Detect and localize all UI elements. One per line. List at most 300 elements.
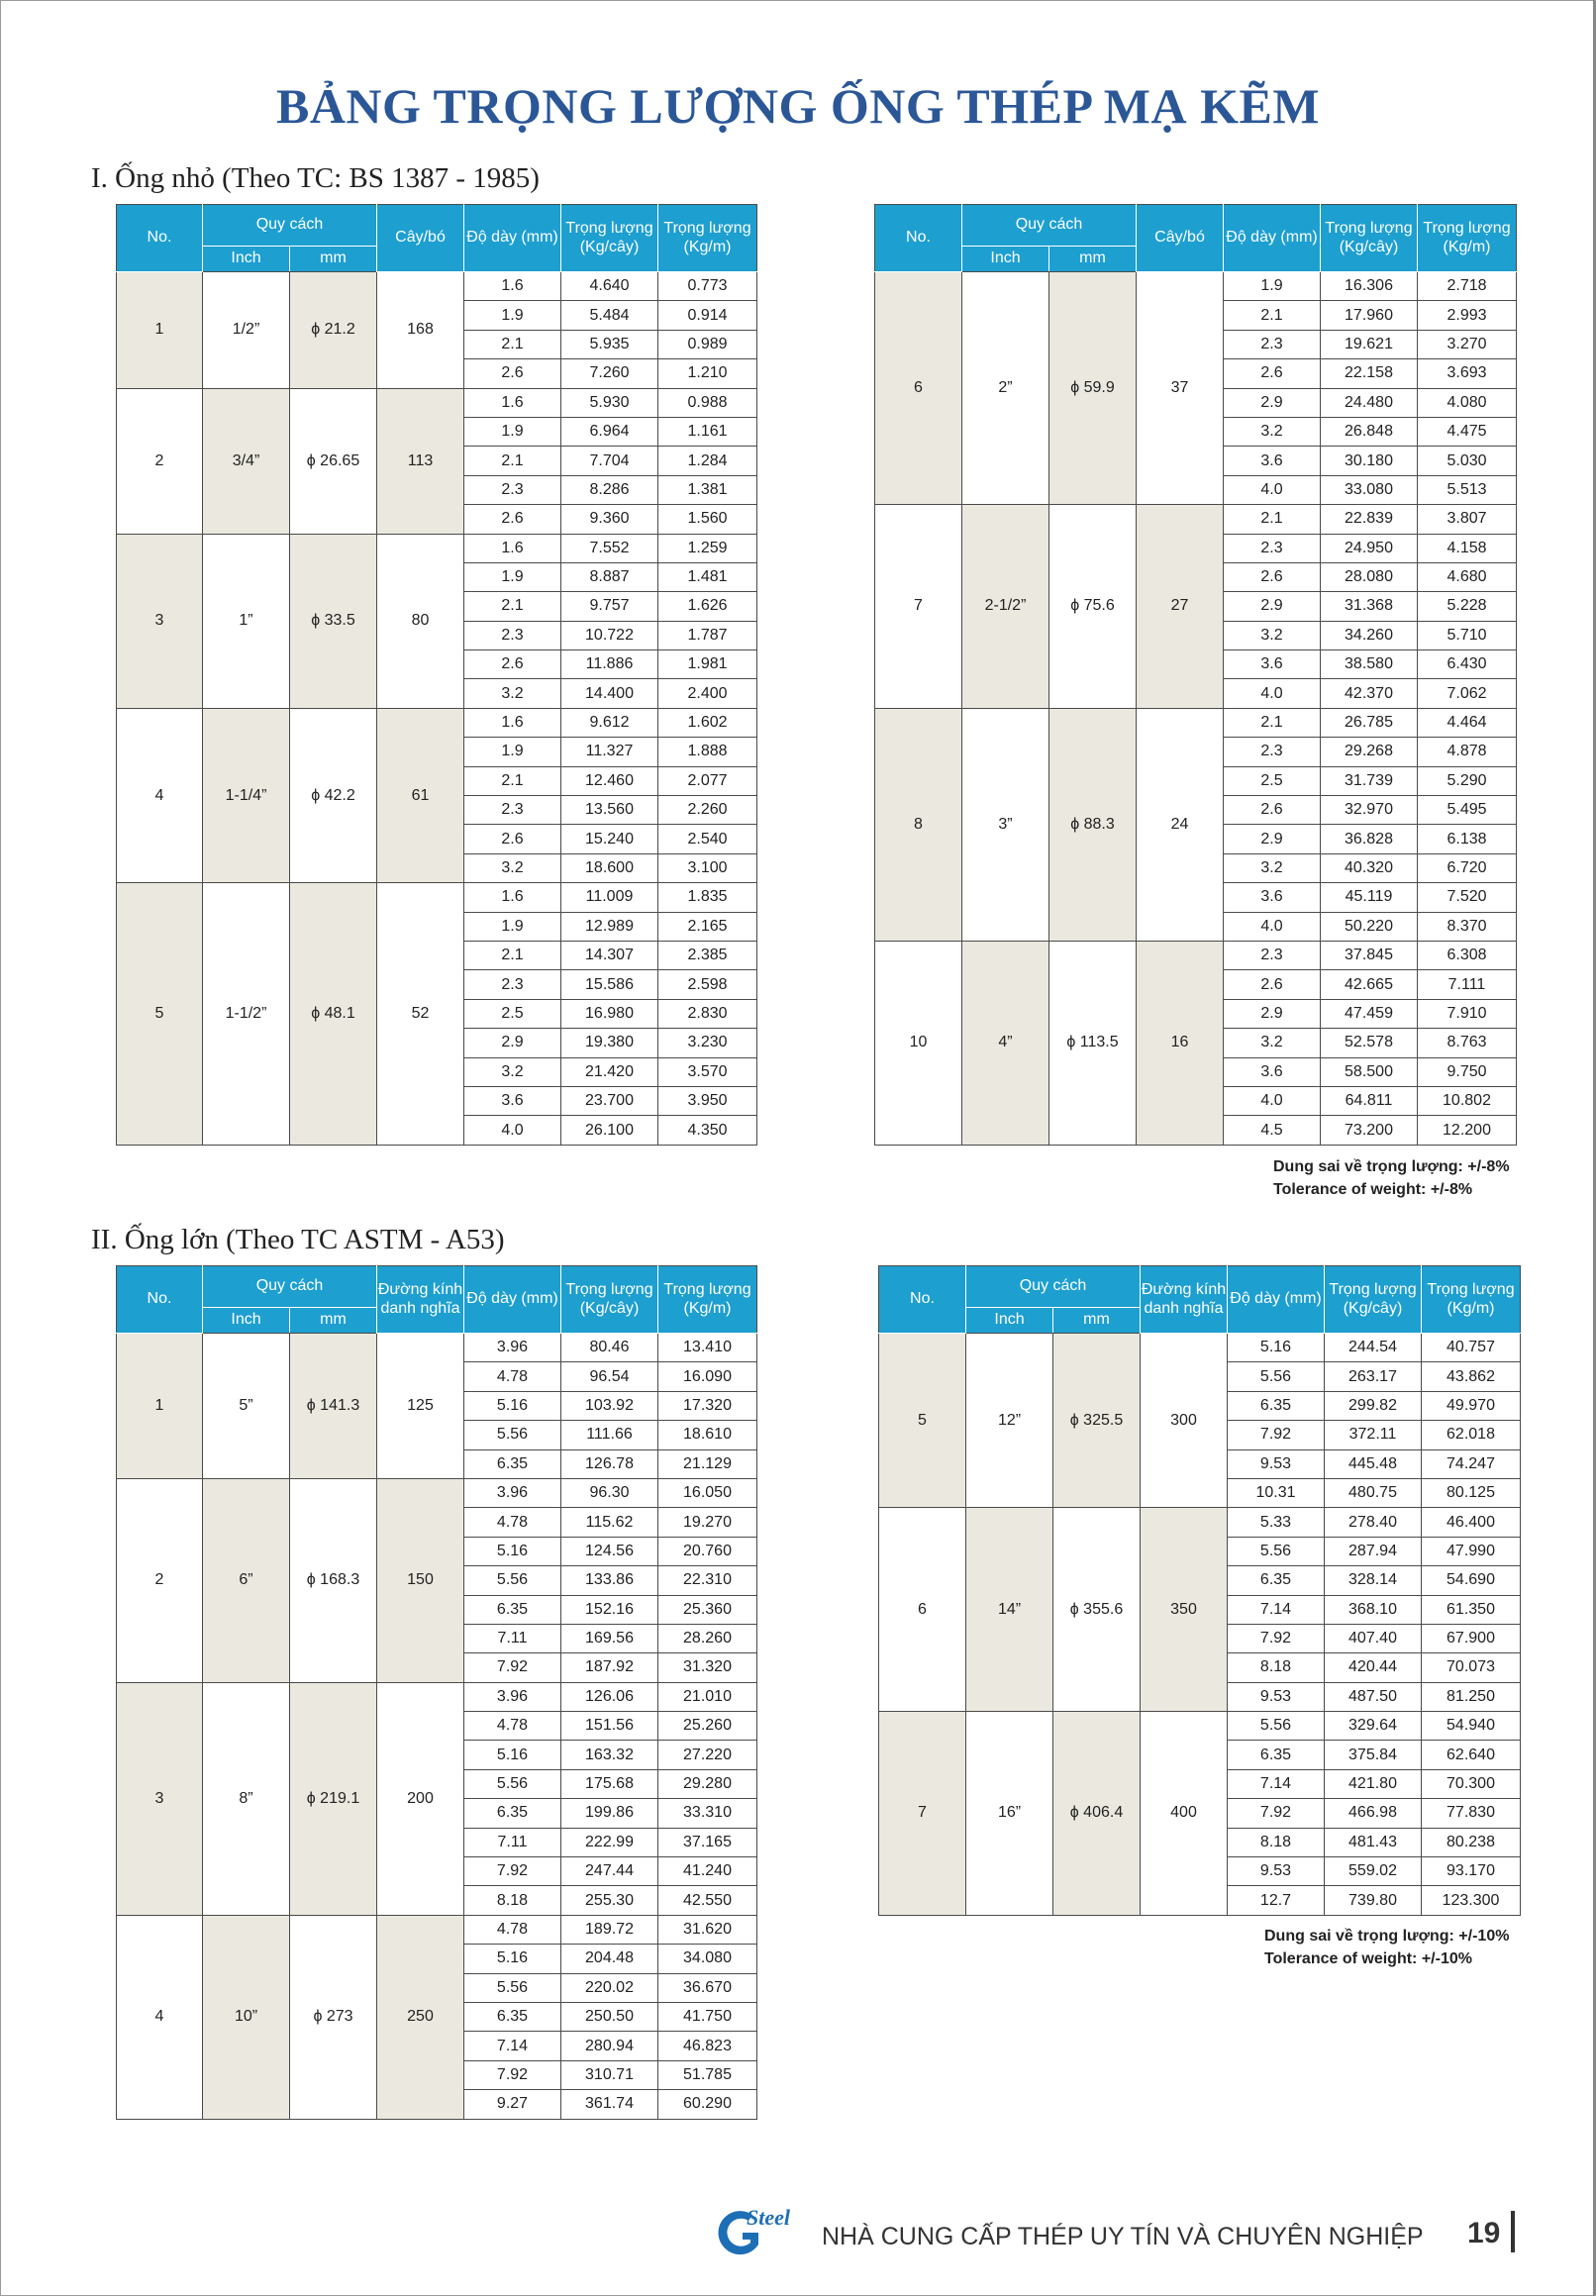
cell-weight-bar: 14.400 — [561, 679, 658, 708]
tolerance-vi: Dung sai về trọng lượng: +/-8% — [1273, 1158, 1510, 1175]
cell-thickness: 2.9 — [1224, 825, 1321, 853]
cell-thickness: 3.2 — [464, 853, 561, 882]
cell-weight-bar: 187.92 — [561, 1653, 658, 1682]
table-row — [879, 1508, 1521, 1537]
table-row — [117, 272, 757, 301]
cell-thickness: 1.9 — [1224, 272, 1321, 301]
cell-thickness: 2.1 — [464, 766, 561, 795]
cell-weight-bar: 14.307 — [561, 941, 658, 969]
table-row — [875, 708, 1517, 737]
cell-weight-m: 46.400 — [1422, 1508, 1521, 1537]
cell-inch: 12” — [966, 1334, 1053, 1508]
cell-thickness: 3.2 — [1224, 1029, 1321, 1057]
header-col4: Đường kính danh nghĩa — [377, 1266, 464, 1334]
cell-weight-bar: 466.98 — [1325, 1799, 1422, 1828]
cell-weight-bar: 255.30 — [561, 1886, 658, 1915]
header-inch: Inch — [962, 247, 1049, 272]
cell-thickness: 2.1 — [464, 941, 561, 969]
table-row — [117, 1682, 757, 1711]
cell-weight-m: 0.989 — [658, 330, 757, 358]
cell-weight-bar: 204.48 — [561, 1945, 658, 1973]
cell-thickness: 2.1 — [464, 447, 561, 475]
cell-weight-m: 17.320 — [658, 1391, 757, 1420]
cell-thickness: 2.1 — [464, 330, 561, 358]
cell-thickness: 6.35 — [1228, 1391, 1325, 1420]
cell-weight-m: 62.640 — [1422, 1741, 1521, 1769]
cell-weight-bar: 32.970 — [1321, 796, 1418, 825]
cell-thickness: 3.6 — [1224, 650, 1321, 679]
cell-weight-m: 21.010 — [658, 1682, 757, 1711]
cell-thickness: 2.1 — [464, 592, 561, 621]
cell-thickness: 4.78 — [464, 1508, 561, 1537]
cell-weight-bar: 407.40 — [1325, 1624, 1422, 1652]
cell-thickness: 8.18 — [464, 1886, 561, 1915]
cell-weight-bar: 24.950 — [1321, 534, 1418, 562]
table-large-pipes-left — [116, 1265, 757, 2120]
cell-weight-bar: 189.72 — [561, 1915, 658, 1944]
cell-no: 8 — [875, 708, 962, 941]
cell-weight-bar: 26.100 — [561, 1116, 658, 1145]
table-row — [879, 1712, 1521, 1741]
cell-thickness: 3.2 — [1224, 853, 1321, 882]
cell-weight-bar: 263.17 — [1325, 1362, 1422, 1391]
header-thickness: Độ dày (mm) — [464, 1266, 561, 1334]
cell-weight-m: 1.161 — [658, 417, 757, 446]
cell-weight-bar: 31.739 — [1321, 766, 1418, 795]
cell-weight-m: 3.230 — [658, 1029, 757, 1057]
cell-weight-m: 29.280 — [658, 1769, 757, 1798]
cell-weight-m: 2.993 — [1418, 301, 1517, 330]
cell-weight-m: 5.513 — [1418, 475, 1517, 504]
cell-mm: ϕ 26.65 — [290, 388, 377, 534]
cell-mm: ϕ 219.1 — [290, 1682, 377, 1915]
cell-weight-bar: 37.845 — [1321, 941, 1418, 969]
table-row — [875, 272, 1517, 301]
cell-thickness: 7.92 — [464, 1653, 561, 1682]
cell-weight-m: 6.430 — [1418, 650, 1517, 679]
cell-thickness: 4.0 — [1224, 912, 1321, 941]
header-mm: mm — [1053, 1308, 1141, 1334]
cell-col4: 52 — [377, 883, 464, 1146]
cell-weight-bar: 18.600 — [561, 853, 658, 882]
cell-no: 10 — [875, 941, 962, 1145]
cell-thickness: 2.3 — [464, 621, 561, 649]
cell-thickness: 6.35 — [1228, 1741, 1325, 1769]
header-no: No. — [879, 1266, 966, 1334]
cell-thickness: 5.56 — [1228, 1362, 1325, 1391]
cell-thickness: 2.5 — [1224, 766, 1321, 795]
cell-thickness: 1.6 — [464, 883, 561, 912]
cell-thickness: 4.0 — [1224, 679, 1321, 708]
cell-weight-m: 81.250 — [1422, 1682, 1521, 1711]
cell-weight-bar: 12.460 — [561, 766, 658, 795]
footer-tagline: NHÀ CUNG CẤP THÉP UY TÍN VÀ CHUYÊN NGHIỆP — [822, 2223, 1424, 2250]
cell-thickness: 7.92 — [1228, 1421, 1325, 1449]
cell-thickness: 2.3 — [1224, 330, 1321, 358]
cell-thickness: 1.9 — [464, 912, 561, 941]
tolerance-note-section2 — [1264, 1925, 1509, 1970]
cell-weight-bar: 26.785 — [1321, 708, 1418, 737]
cell-weight-m: 0.988 — [658, 388, 757, 417]
cell-weight-bar: 36.828 — [1321, 825, 1418, 853]
cell-mm: ϕ 325.5 — [1053, 1334, 1141, 1508]
cell-weight-m: 80.238 — [1422, 1828, 1521, 1856]
header-col4: Đường kính danh nghĩa — [1141, 1266, 1228, 1334]
cell-weight-bar: 244.54 — [1325, 1334, 1422, 1362]
cell-col4: 113 — [377, 388, 464, 534]
cell-weight-bar: 480.75 — [1325, 1478, 1422, 1507]
cell-weight-m: 6.308 — [1418, 941, 1517, 969]
table-row — [117, 534, 757, 562]
cell-weight-bar: 11.327 — [561, 738, 658, 766]
cell-thickness: 2.9 — [464, 1029, 561, 1057]
cell-thickness: 2.3 — [464, 475, 561, 504]
cell-thickness: 9.27 — [464, 2090, 561, 2119]
cell-weight-m: 5.290 — [1418, 766, 1517, 795]
cell-weight-m: 74.247 — [1422, 1449, 1521, 1478]
cell-thickness: 9.53 — [1228, 1682, 1325, 1711]
cell-weight-bar: 28.080 — [1321, 562, 1418, 591]
cell-weight-bar: 124.56 — [561, 1537, 658, 1565]
cell-weight-bar: 481.43 — [1325, 1828, 1422, 1856]
cell-thickness: 3.6 — [1224, 883, 1321, 912]
cell-weight-m: 28.260 — [658, 1624, 757, 1652]
cell-weight-m: 7.520 — [1418, 883, 1517, 912]
cell-mm: ϕ 48.1 — [290, 883, 377, 1146]
cell-weight-bar: 50.220 — [1321, 912, 1418, 941]
cell-weight-m: 6.720 — [1418, 853, 1517, 882]
section1-title: I. Ống nhỏ (Theo TC: BS 1387 - 1985) — [91, 162, 540, 194]
cell-weight-m: 51.785 — [658, 2060, 757, 2089]
cell-thickness: 3.6 — [1224, 1057, 1321, 1086]
header-quy-cach: Quy cách — [203, 1266, 377, 1308]
cell-mm: ϕ 59.9 — [1049, 272, 1137, 505]
header-weight-m: Trọng lượng (Kg/m) — [1422, 1266, 1521, 1334]
cell-weight-m: 80.125 — [1422, 1478, 1521, 1507]
cell-weight-m: 0.773 — [658, 272, 757, 301]
cell-thickness: 3.96 — [464, 1334, 561, 1362]
cell-weight-m: 1.381 — [658, 475, 757, 504]
cell-weight-bar: 126.78 — [561, 1449, 658, 1478]
cell-inch: 16” — [966, 1712, 1053, 1916]
cell-weight-bar: 17.960 — [1321, 301, 1418, 330]
cell-no: 1 — [117, 1334, 203, 1479]
cell-no: 1 — [117, 272, 203, 389]
cell-weight-m: 2.385 — [658, 941, 757, 969]
cell-weight-bar: 64.811 — [1321, 1086, 1418, 1115]
cell-thickness: 2.1 — [1224, 708, 1321, 737]
cell-weight-bar: 15.586 — [561, 970, 658, 999]
cell-no: 3 — [117, 1682, 203, 1915]
cell-weight-m: 7.910 — [1418, 999, 1517, 1028]
cell-weight-bar: 328.14 — [1325, 1566, 1422, 1595]
cell-no: 5 — [879, 1334, 966, 1508]
table-row — [117, 1915, 757, 1944]
cell-weight-m: 67.900 — [1422, 1624, 1521, 1652]
header-inch: Inch — [966, 1308, 1053, 1334]
cell-thickness: 2.5 — [464, 999, 561, 1028]
cell-weight-bar: 445.48 — [1325, 1449, 1422, 1478]
table-row — [117, 1478, 757, 1507]
cell-weight-bar: 559.02 — [1325, 1857, 1422, 1886]
cell-mm: ϕ 355.6 — [1053, 1508, 1141, 1712]
cell-weight-bar: 21.420 — [561, 1057, 658, 1086]
cell-weight-bar: 487.50 — [1325, 1682, 1422, 1711]
cell-weight-m: 3.100 — [658, 853, 757, 882]
cell-thickness: 2.9 — [1224, 388, 1321, 417]
header-weight-m: Trọng lượng (Kg/m) — [658, 205, 757, 272]
cell-weight-m: 2.830 — [658, 999, 757, 1028]
cell-weight-m: 4.878 — [1418, 738, 1517, 766]
cell-thickness: 4.5 — [1224, 1116, 1321, 1145]
cell-weight-m: 2.598 — [658, 970, 757, 999]
cell-weight-m: 40.757 — [1422, 1334, 1521, 1362]
cell-thickness: 7.92 — [464, 1857, 561, 1886]
cell-weight-m: 54.690 — [1422, 1566, 1521, 1595]
cell-weight-m: 25.360 — [658, 1595, 757, 1624]
cell-weight-bar: 5.484 — [561, 301, 658, 330]
header-mm: mm — [290, 247, 377, 272]
cell-weight-bar: 103.92 — [561, 1391, 658, 1420]
header-weight-bar: Trọng lượng (Kg/cây) — [1325, 1266, 1422, 1334]
cell-weight-bar: 26.848 — [1321, 417, 1418, 446]
cell-weight-m: 4.350 — [658, 1116, 757, 1145]
cell-thickness: 6.35 — [464, 1449, 561, 1478]
cell-weight-bar: 280.94 — [561, 2032, 658, 2060]
cell-weight-bar: 7.260 — [561, 359, 658, 388]
page-number-bar — [1511, 2211, 1515, 2252]
table-row — [117, 883, 757, 912]
cell-weight-m: 70.300 — [1422, 1769, 1521, 1798]
table-row — [117, 708, 757, 737]
cell-weight-m: 3.950 — [658, 1086, 757, 1115]
cell-weight-bar: 278.40 — [1325, 1508, 1422, 1537]
cell-weight-bar: 29.268 — [1321, 738, 1418, 766]
cell-weight-bar: 58.500 — [1321, 1057, 1418, 1086]
cell-weight-bar: 8.286 — [561, 475, 658, 504]
header-quy-cach: Quy cách — [203, 205, 377, 247]
cell-weight-m: 8.763 — [1418, 1029, 1517, 1057]
cell-weight-bar: 22.839 — [1321, 505, 1418, 534]
cell-thickness: 8.18 — [1228, 1653, 1325, 1682]
cell-weight-m: 123.300 — [1422, 1886, 1521, 1915]
cell-weight-m: 2.260 — [658, 796, 757, 825]
table-row — [117, 388, 757, 417]
cell-weight-bar: 38.580 — [1321, 650, 1418, 679]
cell-weight-bar: 9.360 — [561, 505, 658, 534]
cell-weight-bar: 33.080 — [1321, 475, 1418, 504]
cell-thickness: 5.56 — [464, 1769, 561, 1798]
cell-col4: 250 — [377, 1915, 464, 2119]
cell-thickness: 5.33 — [1228, 1508, 1325, 1537]
cell-weight-m: 4.158 — [1418, 534, 1517, 562]
cell-thickness: 2.3 — [464, 796, 561, 825]
cell-inch: 2” — [962, 272, 1049, 505]
cell-weight-m: 7.111 — [1418, 970, 1517, 999]
cell-thickness: 7.92 — [1228, 1624, 1325, 1652]
cell-thickness: 1.9 — [464, 562, 561, 591]
cell-thickness: 6.35 — [464, 2002, 561, 2031]
header-col4: Cây/bó — [377, 205, 464, 272]
cell-weight-m: 25.260 — [658, 1712, 757, 1741]
cell-thickness: 5.56 — [464, 1421, 561, 1449]
cell-weight-bar: 5.930 — [561, 388, 658, 417]
cell-weight-m: 5.030 — [1418, 447, 1517, 475]
cell-weight-bar: 151.56 — [561, 1712, 658, 1741]
cell-weight-bar: 12.989 — [561, 912, 658, 941]
cell-thickness: 2.9 — [1224, 999, 1321, 1028]
cell-mm: ϕ 42.2 — [290, 708, 377, 882]
cell-weight-bar: 247.44 — [561, 1857, 658, 1886]
header-inch: Inch — [203, 247, 290, 272]
cell-weight-m: 2.165 — [658, 912, 757, 941]
cell-weight-m: 37.165 — [658, 1828, 757, 1856]
cell-thickness: 5.16 — [464, 1391, 561, 1420]
cell-weight-bar: 7.704 — [561, 447, 658, 475]
cell-thickness: 5.16 — [1228, 1334, 1325, 1362]
cell-col4: 16 — [1137, 941, 1224, 1145]
cell-weight-bar: 111.66 — [561, 1421, 658, 1449]
cell-weight-m: 0.914 — [658, 301, 757, 330]
cell-weight-bar: 23.700 — [561, 1086, 658, 1115]
cell-thickness: 2.1 — [1224, 505, 1321, 534]
cell-weight-m: 70.073 — [1422, 1653, 1521, 1682]
cell-weight-bar: 739.80 — [1325, 1886, 1422, 1915]
cell-weight-bar: 299.82 — [1325, 1391, 1422, 1420]
cell-thickness: 5.56 — [1228, 1537, 1325, 1565]
cell-weight-bar: 31.368 — [1321, 592, 1418, 621]
header-thickness: Độ dày (mm) — [464, 205, 561, 272]
header-mm: mm — [1049, 247, 1137, 272]
cell-weight-m: 12.200 — [1418, 1116, 1517, 1145]
cell-weight-m: 6.138 — [1418, 825, 1517, 853]
tolerance-note-section1 — [1273, 1155, 1510, 1201]
cell-thickness: 4.78 — [464, 1915, 561, 1944]
cell-weight-m: 27.220 — [658, 1741, 757, 1769]
cell-weight-m: 1.626 — [658, 592, 757, 621]
cell-weight-bar: 420.44 — [1325, 1653, 1422, 1682]
cell-weight-bar: 45.119 — [1321, 883, 1418, 912]
tolerance-vi: Dung sai về trọng lượng: +/-10% — [1264, 1928, 1510, 1945]
cell-thickness: 2.6 — [1224, 562, 1321, 591]
cell-weight-m: 10.802 — [1418, 1086, 1517, 1115]
cell-inch: 8” — [203, 1682, 290, 1915]
cell-thickness: 2.6 — [464, 825, 561, 853]
cell-weight-m: 3.270 — [1418, 330, 1517, 358]
cell-weight-bar: 16.306 — [1321, 272, 1418, 301]
cell-weight-m: 16.050 — [658, 1478, 757, 1507]
cell-weight-m: 7.062 — [1418, 679, 1517, 708]
cell-no: 6 — [879, 1508, 966, 1712]
cell-no: 5 — [117, 883, 203, 1146]
cell-weight-bar: 421.80 — [1325, 1769, 1422, 1798]
cell-weight-bar: 4.640 — [561, 272, 658, 301]
cell-col4: 37 — [1137, 272, 1224, 505]
cell-weight-bar: 30.180 — [1321, 447, 1418, 475]
cell-weight-m: 13.410 — [658, 1334, 757, 1362]
cell-inch: 4” — [962, 941, 1049, 1145]
cell-weight-m: 4.080 — [1418, 388, 1517, 417]
cell-thickness: 7.14 — [464, 2032, 561, 2060]
cell-weight-m: 46.823 — [658, 2032, 757, 2060]
cell-weight-bar: 9.612 — [561, 708, 658, 737]
cell-thickness: 2.3 — [1224, 534, 1321, 562]
cell-thickness: 1.9 — [464, 738, 561, 766]
cell-inch: 14” — [966, 1508, 1053, 1712]
cell-thickness: 4.0 — [1224, 1086, 1321, 1115]
footer — [713, 2203, 1525, 2262]
cell-weight-m: 1.481 — [658, 562, 757, 591]
cell-no: 3 — [117, 534, 203, 708]
cell-weight-bar: 222.99 — [561, 1828, 658, 1856]
cell-col4: 200 — [377, 1682, 464, 1915]
cell-inch: 1-1/2” — [203, 883, 290, 1146]
cell-weight-m: 49.970 — [1422, 1391, 1521, 1420]
cell-weight-m: 5.228 — [1418, 592, 1517, 621]
header-col4: Cây/bó — [1137, 205, 1224, 272]
cell-weight-m: 3.807 — [1418, 505, 1517, 534]
cell-thickness: 3.96 — [464, 1682, 561, 1711]
cell-weight-m: 18.610 — [658, 1421, 757, 1449]
header-no: No. — [875, 205, 962, 272]
cell-thickness: 2.3 — [1224, 941, 1321, 969]
cell-thickness: 1.6 — [464, 272, 561, 301]
cell-weight-bar: 96.54 — [561, 1362, 658, 1391]
cell-inch: 5” — [203, 1334, 290, 1479]
cell-weight-m: 62.018 — [1422, 1421, 1521, 1449]
cell-thickness: 1.9 — [464, 301, 561, 330]
cell-weight-m: 3.693 — [1418, 359, 1517, 388]
tolerance-en: Tolerance of weight: +/-8% — [1273, 1181, 1473, 1198]
cell-thickness: 1.6 — [464, 388, 561, 417]
cell-weight-m: 4.680 — [1418, 562, 1517, 591]
table-small-pipes-left — [116, 204, 757, 1146]
cell-weight-m: 4.475 — [1418, 417, 1517, 446]
cell-col4: 300 — [1141, 1334, 1228, 1508]
header-quy-cach: Quy cách — [962, 205, 1137, 247]
cell-weight-m: 41.240 — [658, 1857, 757, 1886]
cell-weight-m: 22.310 — [658, 1566, 757, 1595]
cell-mm: ϕ 113.5 — [1049, 941, 1137, 1145]
header-inch: Inch — [203, 1308, 290, 1334]
cell-weight-bar: 6.964 — [561, 417, 658, 446]
cell-thickness: 9.53 — [1228, 1857, 1325, 1886]
cell-inch: 1/2” — [203, 272, 290, 389]
table-row — [875, 941, 1517, 969]
cell-thickness: 2.6 — [1224, 796, 1321, 825]
cell-weight-m: 61.350 — [1422, 1595, 1521, 1624]
cell-weight-bar: 169.56 — [561, 1624, 658, 1652]
cell-thickness: 1.6 — [464, 534, 561, 562]
header-weight-bar: Trọng lượng (Kg/cây) — [1321, 205, 1418, 272]
cell-col4: 150 — [377, 1478, 464, 1682]
cell-mm: ϕ 75.6 — [1049, 505, 1137, 709]
cell-weight-bar: 11.009 — [561, 883, 658, 912]
cell-no: 4 — [117, 708, 203, 882]
cell-inch: 1” — [203, 534, 290, 708]
cell-mm: ϕ 168.3 — [290, 1478, 377, 1682]
cell-thickness: 3.2 — [1224, 621, 1321, 649]
cell-weight-m: 34.080 — [658, 1945, 757, 1973]
page-number: 19 — [1467, 2217, 1501, 2249]
header-weight-m: Trọng lượng (Kg/m) — [658, 1266, 757, 1334]
cell-weight-m: 54.940 — [1422, 1712, 1521, 1741]
cell-thickness: 7.14 — [1228, 1769, 1325, 1798]
cell-inch: 2-1/2” — [962, 505, 1049, 709]
cell-weight-m: 9.750 — [1418, 1057, 1517, 1086]
cell-weight-m: 3.570 — [658, 1057, 757, 1086]
cell-weight-m: 2.540 — [658, 825, 757, 853]
